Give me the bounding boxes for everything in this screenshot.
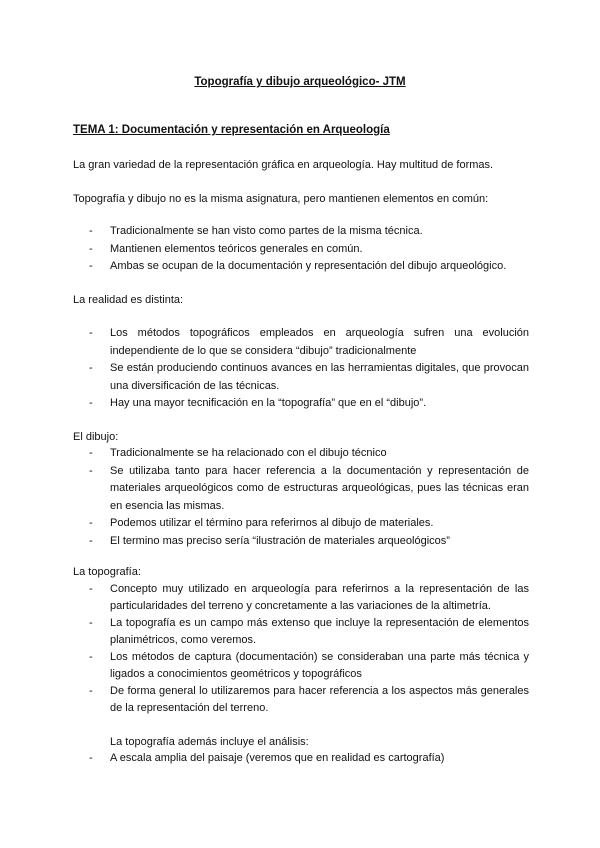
list-item: - Se están produciendo continuos avances en las herramientas digitales, que provocan una diversificación de las técnicas. [89,362,529,392]
list-item: - Podemos utilizar el término para referirnos al dibujo de materiales. [89,517,434,529]
list-item: - Los métodos de captura (documentación) se consideraban una parte más técnica y ligados a conocimientos geométricos y topográficos [89,651,529,680]
list-item: - Concepto muy utilizado en arqueología para referirnos a la representación de las particularidades del terreno y concretamente a las variaciones de la altimetría. [89,583,529,612]
list-item: - La topografía es un campo más extenso que incluye la representación de elementos planimétricos, como veremos. [89,617,529,646]
topografia-list [73,581,529,717]
reality-list [73,325,529,413]
topo-vs-dibujo-paragraph: Topografía y dibujo no es la misma asignatura, pero mantienen elementos en común: [73,193,489,205]
list-item: - Mantienen elementos teóricos generales en común. [89,242,363,255]
list-item: - Los métodos topográficos empleados en arqueología sufren una evolución independiente de lo que se considera “dibujo” tradicionalmente [89,327,529,357]
analisis-list [73,750,529,768]
common-elements-list [73,223,529,276]
list-item: - A escala amplia del paisaje (veremos que en realidad es cartografía) [89,752,445,764]
list-item: - El termino mas preciso sería “ilustración de materiales arqueológicos” [89,534,450,547]
list-item: - Ambas se ocupan de la documentación y representación del dibujo arqueológico. [89,260,507,272]
dibujo-list [73,445,529,550]
document-title: Topografía y dibujo arqueológico- JTM [194,76,406,88]
dibujo-heading: El dibujo: [73,431,119,443]
intro-paragraph: La gran variedad de la representación gráfica en arqueología. Hay multitud de formas. [73,159,494,171]
list-item: - Se utilizaba tanto para hacer referencia a la documentación y representación de materiales arqueológicos como de estructuras arqueológicas, pues las técnicas eran en esencia las mismas. [89,464,529,512]
reality-heading: La realidad es distinta: [73,294,184,306]
topografia-heading: La topografía: [73,566,141,578]
list-item: - Hay una mayor tecnificación en la “topografía” que en el “dibujo”. [89,397,427,409]
list-item: - Tradicionalmente se han visto como partes de la misma técnica. [89,225,423,237]
section-title: TEMA 1: Documentación y representación en Arqueología [73,124,390,136]
list-item: - De forma general lo utilizaremos para hacer referencia a los aspectos más generales de la representación del terreno. [89,685,529,714]
list-item: - Tradicionalmente se ha relacionado con el dibujo técnico [89,447,387,459]
analisis-line: La topografía además incluye el análisis: [110,736,309,748]
